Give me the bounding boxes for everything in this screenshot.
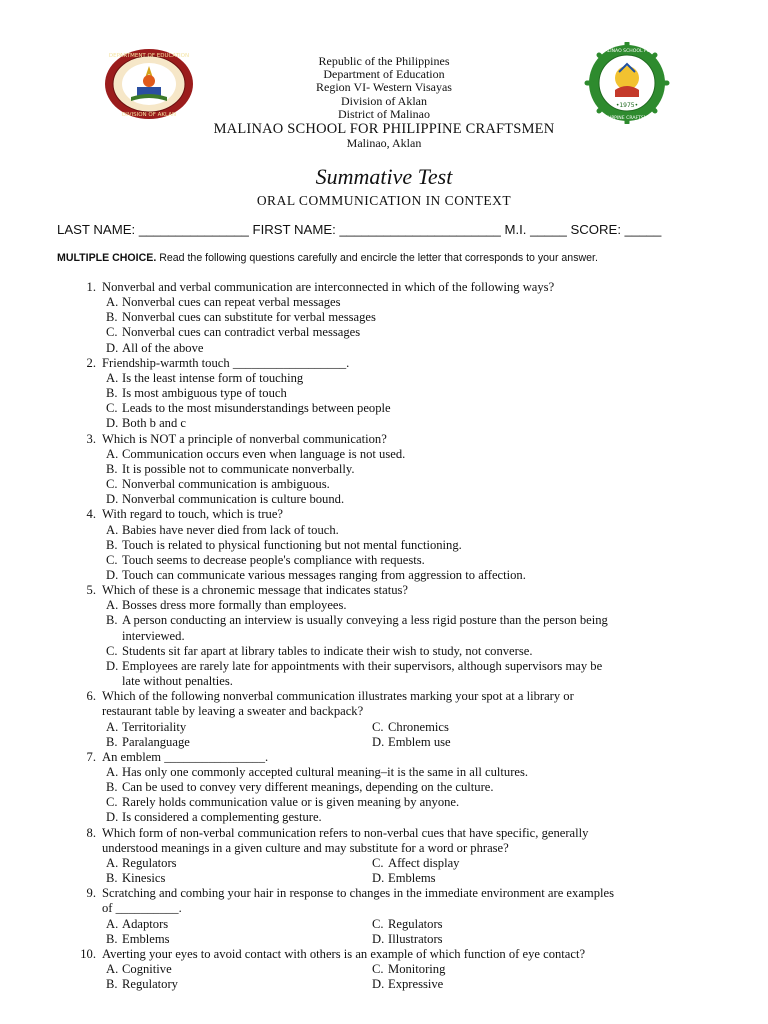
option-letter: C. (106, 643, 118, 658)
question-item (0, 826, 768, 887)
student-info-line: LAST NAME: _______________ FIRST NAME: ______________________ M.I. _____ SCORE: _____ (57, 222, 662, 237)
question-stem-line: understood meanings in a given culture and may substitute for a word or phrase? (102, 840, 509, 855)
option-letter: C. (106, 401, 118, 416)
answer-option[interactable] (368, 932, 618, 947)
answer-option[interactable] (102, 765, 732, 780)
question-stem-line: of __________. (102, 901, 182, 916)
option-text: Nonverbal communication is culture bound. (122, 492, 345, 507)
option-letter: B. (106, 537, 118, 552)
question-stem-line: Which of the following nonverbal communication illustrates marking your spot at a library or (102, 689, 574, 704)
option-text: All of the above (122, 340, 204, 355)
answer-option[interactable] (102, 523, 732, 538)
option-text: It is possible not to communicate nonverbally. (122, 461, 355, 476)
option-text: Emblems (388, 871, 436, 886)
answer-option[interactable] (368, 917, 618, 932)
svg-text:DEPARTMENT OF EDUCATION: DEPARTMENT OF EDUCATION (108, 53, 190, 59)
answer-option[interactable] (102, 962, 368, 977)
answer-option[interactable] (102, 720, 368, 735)
option-text: Paralanguage (122, 734, 190, 749)
option-letter: C. (372, 719, 384, 734)
answer-option[interactable] (102, 295, 732, 310)
option-text: Touch can communicate various messages ranging from aggression to affection. (122, 567, 526, 582)
option-letter: C. (106, 325, 118, 340)
subject-title: ORAL COMMUNICATION IN CONTEXT (256, 193, 512, 208)
option-letter: D. (106, 567, 119, 582)
option-letter: B. (106, 386, 118, 401)
answer-option[interactable] (102, 780, 732, 795)
option-text: Babies have never died from lack of touch. (122, 522, 339, 537)
question-stem (102, 886, 722, 916)
answer-option[interactable] (102, 341, 732, 356)
option-text: Touch seems to decrease people's compliance with requests. (122, 552, 425, 567)
answer-choices (102, 523, 768, 584)
option-letter: C. (106, 477, 118, 492)
question-stem-line: An emblem ________________. (102, 749, 269, 764)
question-stem-line: Nonverbal and verbal communication are interconnected in which of the following ways? (102, 280, 555, 294)
answer-choices (102, 765, 768, 826)
option-text: Illustrators (388, 931, 443, 946)
question-number: 5. (86, 583, 96, 598)
header-line: Republic of the Philippines (318, 54, 450, 68)
option-letter: A. (106, 370, 119, 385)
answer-option[interactable] (102, 795, 732, 810)
question-item (0, 689, 768, 750)
header-line: District of Malinao (338, 106, 430, 121)
option-text: Leads to the most misunderstandings between people (122, 401, 391, 416)
option-letter: D. (372, 931, 385, 946)
answer-option[interactable] (102, 401, 732, 416)
answer-option[interactable] (102, 917, 368, 932)
question-stem-line: Which form of non-verbal communication refers to non-verbal cues that have specific, generally (102, 825, 589, 840)
option-text: Communication occurs even when language is not used. (122, 446, 406, 461)
answer-option[interactable] (102, 462, 732, 477)
question-item (0, 432, 768, 508)
question-stem (102, 356, 722, 371)
option-letter: B. (106, 977, 118, 992)
question-stem-line: With regard to touch, which is true? (102, 507, 283, 522)
header-line: Department of Education (323, 67, 445, 82)
option-letter: D. (372, 871, 385, 886)
svg-text:MALINAO SCHOOL FOR: MALINAO SCHOOL FOR (600, 49, 654, 54)
answer-option[interactable] (368, 720, 618, 735)
option-letter: A. (106, 962, 119, 977)
option-text: Nonverbal communication is ambiguous. (122, 477, 330, 492)
option-letter: C. (372, 962, 384, 977)
question-stem (102, 507, 722, 522)
question-stem (102, 280, 722, 295)
option-letter: B. (106, 871, 118, 886)
option-text: Rarely holds communication value or is given meaning by anyone. (122, 795, 460, 810)
option-letter: D. (372, 977, 385, 992)
option-text: A person conducting an interview is usually conveying a less rigid posture than the person being (122, 613, 608, 628)
answer-option[interactable] (368, 962, 618, 977)
agency-header (0, 55, 768, 121)
option-text: Nonverbal cues can contradict verbal messages (122, 325, 361, 340)
option-letter: D. (106, 340, 119, 355)
answer-option[interactable] (102, 568, 732, 583)
header-line: Region VI- Western Visayas (316, 80, 452, 95)
answer-option[interactable] (102, 735, 368, 750)
question-stem (102, 432, 722, 447)
question-number: 6. (86, 689, 96, 704)
option-text: Students sit far apart at library tables to indicate their wish to study, not converse. (122, 643, 533, 658)
answer-option[interactable] (102, 477, 732, 492)
answer-option[interactable] (102, 810, 732, 825)
answer-choices (102, 917, 768, 947)
question-number: 8. (86, 825, 96, 840)
question-stem (102, 583, 722, 598)
option-text: Affect display (388, 855, 460, 870)
svg-text:•1975•: •1975• (615, 102, 639, 109)
option-letter: A. (106, 598, 119, 613)
answer-choices (102, 598, 768, 689)
option-letter: D. (372, 734, 385, 749)
answer-choices (102, 447, 768, 508)
option-letter: B. (106, 310, 118, 325)
option-text: Can be used to convey very different meanings, depending on the culture. (122, 780, 494, 795)
question-number: 9. (86, 886, 96, 901)
question-stem (102, 947, 722, 962)
question-stem (102, 750, 722, 765)
option-letter: C. (372, 916, 384, 931)
instructions (57, 252, 727, 264)
question-stem-line: Scratching and combing your hair in response to changes in the immediate environment are examples (102, 886, 614, 901)
option-text: Territoriality (122, 719, 187, 734)
option-letter: A. (106, 765, 119, 779)
question-stem-line: Averting your eyes to avoid contact with others is an example of which function of eye contact? (102, 946, 586, 961)
header-line: Division of Aklan (341, 93, 427, 108)
question-stem-line: Which is NOT a principle of nonverbal communication? (102, 431, 387, 446)
answer-option[interactable] (102, 492, 732, 507)
answer-option[interactable] (102, 325, 732, 340)
answer-option[interactable] (368, 856, 618, 871)
question-item (0, 886, 768, 947)
question-item (0, 507, 768, 583)
question-stem (102, 689, 722, 719)
question-number: 4. (86, 507, 96, 522)
option-text: late without penalties. (122, 674, 233, 689)
answer-option[interactable] (102, 538, 732, 553)
option-text: Regulators (122, 855, 177, 870)
answer-option[interactable] (102, 613, 732, 643)
question-number: 10. (80, 946, 96, 961)
answer-option[interactable] (102, 447, 732, 462)
question-stem-line: Friendship-warmth touch __________________. (102, 355, 350, 370)
option-letter: A. (106, 719, 119, 734)
answer-option[interactable] (368, 735, 618, 750)
instructions-label: MULTIPLE CHOICE. (57, 252, 157, 264)
option-letter: B. (106, 780, 118, 795)
answer-choices (102, 720, 768, 750)
option-text: Both b and c (122, 416, 187, 431)
option-letter: A. (106, 855, 119, 870)
answer-choices (102, 371, 768, 432)
option-letter: C. (106, 552, 118, 567)
option-letter: B. (106, 613, 118, 628)
option-text: Is most ambiguous type of touch (122, 386, 287, 401)
option-letter: C. (372, 855, 384, 870)
option-text: Nonverbal cues can repeat verbal messages (122, 295, 341, 310)
option-letter: B. (106, 931, 118, 946)
answer-option[interactable] (368, 977, 618, 992)
option-text: Chronemics (388, 719, 449, 734)
option-text: Monitoring (388, 962, 446, 977)
question-stem (102, 826, 722, 856)
answer-choices (102, 962, 768, 992)
answer-choices (102, 295, 768, 356)
answer-option[interactable] (102, 856, 368, 871)
option-text: Emblem use (388, 734, 451, 749)
option-letter: B. (106, 734, 118, 749)
answer-option[interactable] (102, 386, 732, 401)
option-text: Kinesics (122, 871, 166, 886)
option-text: Nonverbal cues can substitute for verbal messages (122, 310, 376, 325)
option-text: interviewed. (122, 628, 185, 643)
svg-text:PHILIPPINE CRAFTSMEN: PHILIPPINE CRAFTSMEN (599, 116, 655, 121)
option-letter: D. (106, 416, 119, 431)
question-number: 7. (86, 749, 96, 764)
option-text: Bosses dress more formally than employees. (122, 598, 347, 613)
option-letter: A. (106, 916, 119, 931)
question-item (0, 947, 768, 992)
question-item (0, 356, 768, 432)
question-number: 1. (86, 280, 96, 294)
test-title: Summative Test (315, 164, 453, 189)
school-location: Malinao, Aklan (346, 136, 422, 150)
question-stem-line: Which of these is a chronemic message that indicates status? (102, 583, 408, 598)
option-letter: A. (106, 446, 119, 461)
answer-option[interactable] (102, 416, 732, 431)
option-letter: D. (106, 658, 119, 673)
answer-option[interactable] (102, 310, 732, 325)
question-item (0, 750, 768, 826)
option-text: Touch is related to physical functioning but not mental functioning. (122, 537, 462, 552)
answer-option[interactable] (102, 871, 368, 886)
question-item (0, 280, 768, 356)
option-text: Expressive (388, 977, 444, 992)
question-stem-line: restaurant table by leaving a sweater and backpack? (102, 704, 364, 719)
answer-option[interactable] (102, 553, 732, 568)
option-text: Adaptors (122, 916, 169, 931)
answer-option[interactable] (368, 871, 618, 886)
answer-option[interactable] (102, 932, 368, 947)
option-letter: B. (106, 461, 118, 476)
option-text: Is considered a complementing gesture. (122, 810, 322, 825)
option-text: Regulatory (122, 977, 178, 992)
option-letter: C. (106, 795, 118, 810)
option-text: Has only one commonly accepted cultural meaning–it is the same in all cultures. (122, 765, 529, 779)
option-text: Cognitive (122, 962, 172, 977)
answer-option[interactable] (102, 659, 732, 689)
answer-choices (102, 856, 768, 886)
answer-option[interactable] (102, 644, 732, 659)
option-text: Employees are rarely late for appointments with their supervisors, although supervisors may be (122, 658, 603, 673)
question-number: 3. (86, 431, 96, 446)
option-letter: A. (106, 522, 119, 537)
answer-option[interactable] (102, 977, 368, 992)
option-text: Regulators (388, 916, 443, 931)
school-name: MALINAO SCHOOL FOR PHILIPPINE CRAFTSMEN (213, 121, 555, 137)
option-text: Is the least intense form of touching (122, 370, 304, 385)
option-letter: D. (106, 492, 119, 507)
question-list (0, 280, 768, 992)
answer-option[interactable] (102, 598, 732, 613)
instructions-text: Read the following questions carefully and encircle the letter that corresponds to your answer. (156, 252, 598, 264)
question-number: 2. (86, 355, 96, 370)
option-text: Emblems (122, 931, 170, 946)
option-letter: A. (106, 295, 119, 310)
svg-text:DIVISION OF AKLAN: DIVISION OF AKLAN (121, 112, 177, 118)
answer-option[interactable] (102, 371, 732, 386)
question-item (0, 583, 768, 689)
option-letter: D. (106, 810, 119, 825)
